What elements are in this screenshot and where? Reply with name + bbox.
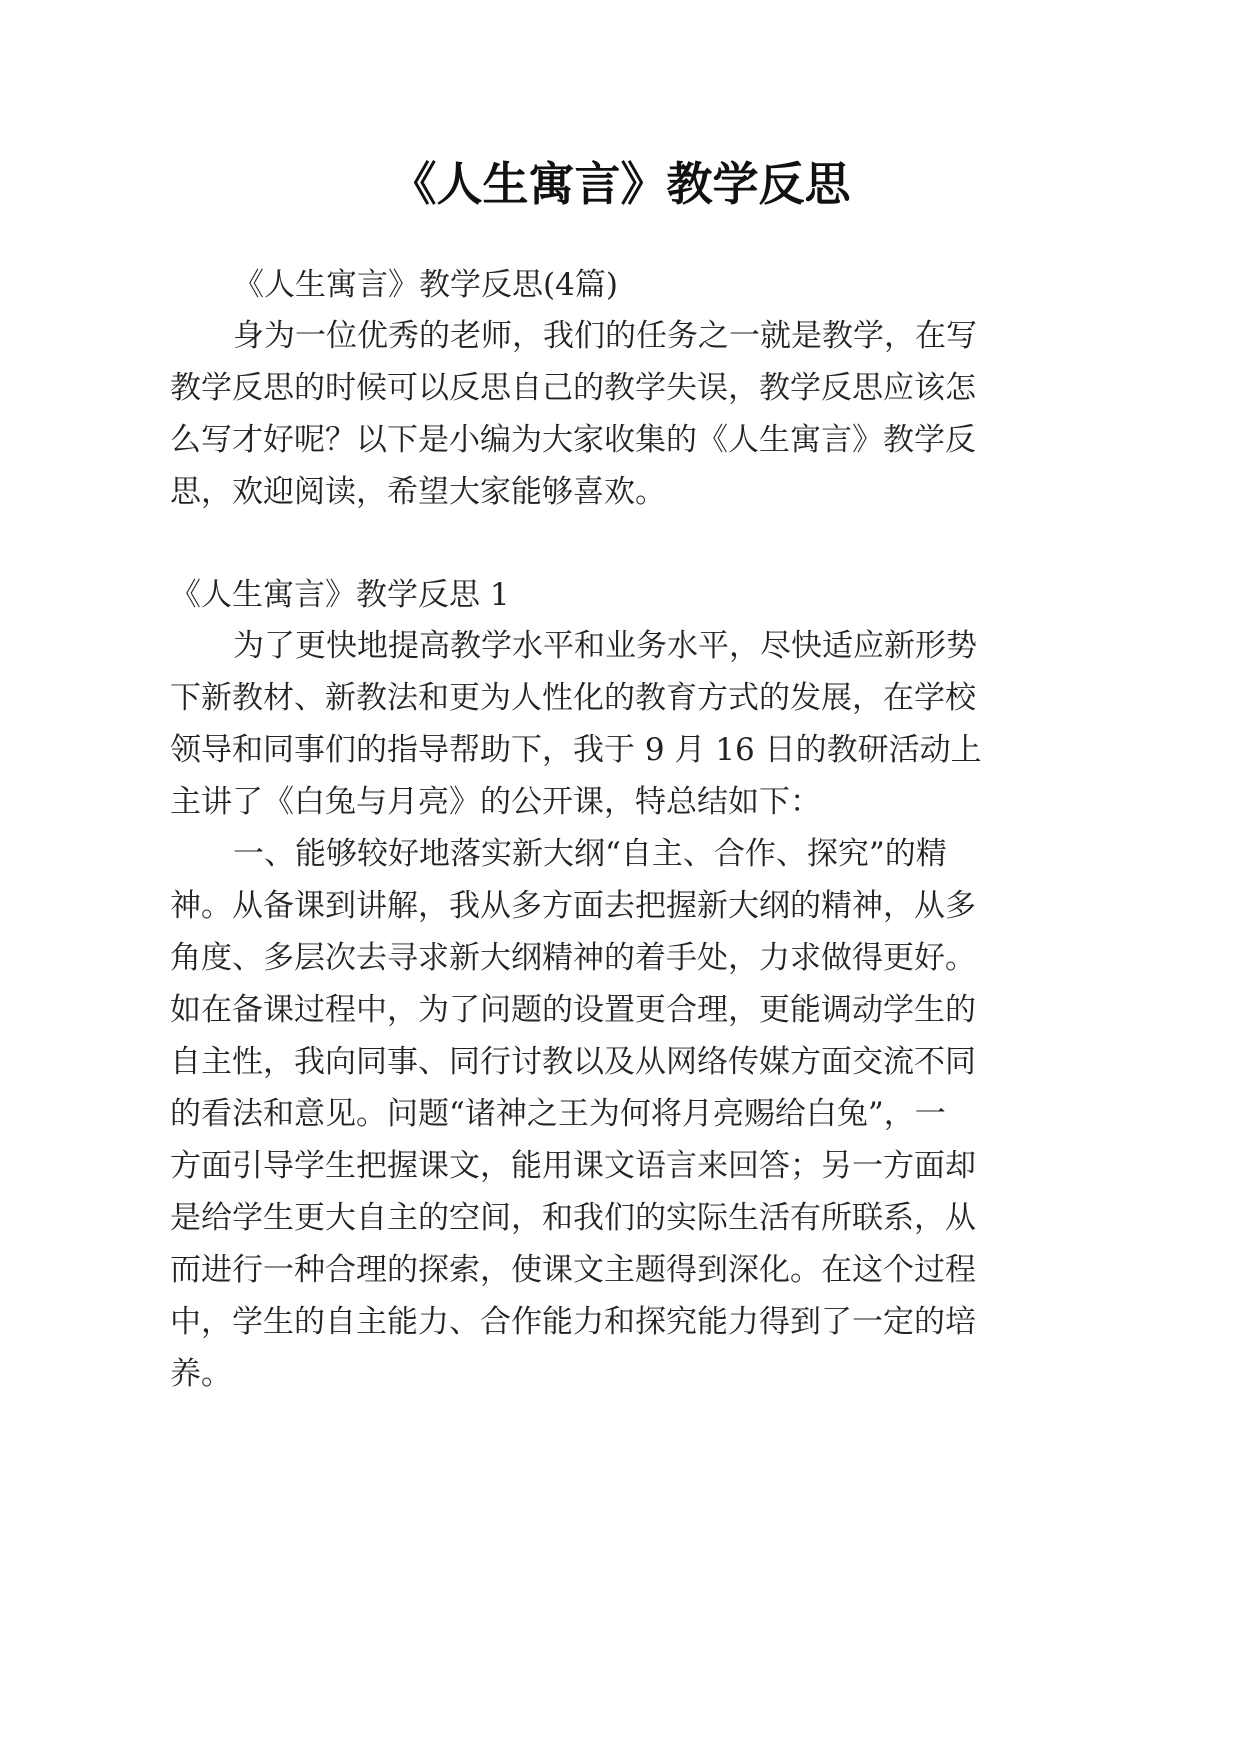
document-title: 《人生寓言》教学反思 <box>390 157 851 211</box>
paragraph-line: 如在备课过程中，为了问题的设置更合理，更能调动学生的 <box>170 992 976 1028</box>
paragraph-line: 中，学生的自主能力、合作能力和探究能力得到了一定的培 <box>170 1304 976 1340</box>
paragraph-line: 一、能够较好地落实新大纲“自主、合作、探究”的精 <box>233 836 947 872</box>
paragraph-line: 方面引导学生把握课文，能用课文语言来回答；另一方面却 <box>170 1148 976 1184</box>
paragraph-line: 自主性，我向同事、同行讨教以及从网络传媒方面交流不同 <box>170 1044 976 1080</box>
paragraph-line: 神。从备课到讲解，我从多方面去把握新大纲的精神，从多 <box>170 888 976 924</box>
intro-line: 么写才好呢？以下是小编为大家收集的《人生寓言》教学反 <box>170 422 976 458</box>
document-subtitle: 《人生寓言》教学反思(4篇) <box>233 267 618 303</box>
intro-line: 身为一位优秀的老师，我们的任务之一就是教学，在写 <box>233 318 977 354</box>
paragraph-line: 领导和同事们的指导帮助下，我于 9 月 16 日的教研活动上 <box>170 732 982 768</box>
paragraph-line: 而进行一种合理的探索，使课文主题得到深化。在这个过程 <box>170 1252 976 1288</box>
paragraph-line: 养。 <box>170 1356 232 1392</box>
paragraph-line: 角度、多层次去寻求新大纲精神的着手处，力求做得更好。 <box>170 940 976 976</box>
paragraph-line: 主讲了《白兔与月亮》的公开课，特总结如下： <box>170 784 821 820</box>
intro-line: 教学反思的时候可以反思自己的教学失误，教学反思应该怎 <box>170 370 976 406</box>
paragraph-line: 的看法和意见。问题“诸神之王为何将月亮赐给白兔”，一 <box>170 1096 946 1132</box>
paragraph-line: 是给学生更大自主的空间，和我们的实际生活有所联系，从 <box>170 1200 976 1236</box>
paragraph-line: 为了更快地提高教学水平和业务水平，尽快适应新形势 <box>233 628 977 664</box>
section-heading: 《人生寓言》教学反思 1 <box>170 577 510 613</box>
intro-line: 思，欢迎阅读，希望大家能够喜欢。 <box>170 474 666 510</box>
paragraph-line: 下新教材、新教法和更为人性化的教育方式的发展，在学校 <box>170 680 976 716</box>
